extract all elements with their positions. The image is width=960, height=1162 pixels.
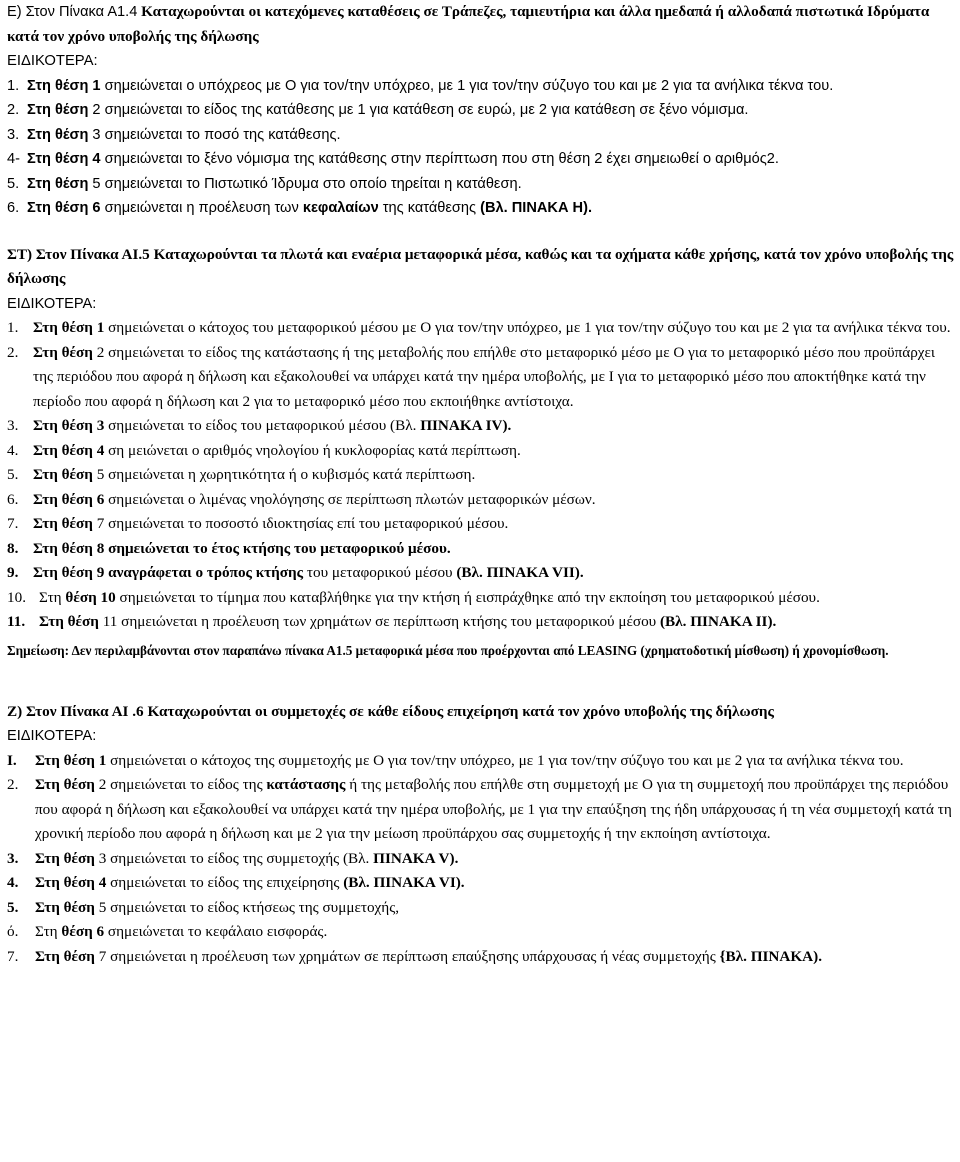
list-item [7, 537, 955, 562]
item-number: 9. [7, 564, 19, 581]
list-item [7, 74, 955, 99]
item-number: 7. [7, 947, 19, 965]
item-text: 5 σημειώνεται το είδος κτήσεως της συμμετοχής, [94, 898, 400, 916]
document-page [7, 0, 955, 969]
item-bold: Στη θέση 3 [33, 417, 105, 434]
item-text: 3 σημειώνεται το ποσό της κατάθεσης. [88, 126, 341, 143]
item-text: ή της μεταβολής που επήλθε στη συμμετοχή με Ο για τη συμμετοχή που προϋπάρχει της περιόδου που αφορά η δήλωση και εξακολουθεί να υπάρχει κατά την ημέρα υποβολής, με 1 για την επαύξηση της ήδη υπάρχουσας ή τη νέα συμμετοχή κατά τη χρονική περίοδο που αφορά η δήλωση και με 2 για την μείωση προϋπάρχου σας συμμετοχής ή την εκποίηση αντίστοιχα. [35, 776, 952, 842]
item-bold: (Βλ. ΠΙΝΑΚΑ Η). [480, 200, 593, 216]
section-z-heading [7, 700, 955, 725]
item-number: 10. [7, 588, 26, 606]
item-body [33, 316, 955, 341]
item-body [33, 537, 955, 562]
list-item [7, 773, 955, 847]
item-bold: Στη θέση [35, 947, 95, 965]
item-body [27, 123, 955, 148]
item-body [33, 561, 955, 586]
list-item [7, 920, 955, 945]
section-st-list [7, 316, 955, 635]
list-item [7, 414, 955, 439]
item-number: 1. [7, 77, 20, 94]
item-body [35, 773, 955, 847]
item-bold: κεφαλαίων [302, 200, 379, 216]
item-bold: (Βλ. ΠΙΝΑΚΑ VII). [456, 564, 584, 581]
item-number: 5. [7, 898, 19, 916]
item-bold: Στη θέση 9 αναγράφεται ο τρόπος κτήσης [33, 564, 304, 581]
item-body [33, 463, 955, 488]
item-body [39, 586, 955, 611]
item-bold: Στη θέση [27, 175, 89, 192]
list-item [7, 586, 955, 611]
item-number: 4. [7, 874, 19, 891]
item-bold: Στη θέση 1 [35, 751, 107, 769]
item-bold: ΠΙΝΑΚΑ IV). [420, 417, 512, 434]
item-number: 2. [7, 776, 19, 793]
item-text: 7 σημειώνεται η προέλευση των χρημάτων σε περίπτωση επαύξησης υπάρχουσας ή νέας συμμετοχής [94, 947, 720, 965]
list-item [7, 896, 955, 921]
item-text: σημειώνεται το είδος της επιχείρησης [106, 874, 344, 891]
list-item [7, 847, 955, 872]
section-e-heading-label: Ε) Στον Πίνακα Α1.4 [7, 4, 138, 20]
list-item [7, 463, 955, 488]
item-text: Στη [35, 923, 62, 940]
list-item [7, 610, 955, 635]
item-bold: Στη θέση [33, 515, 93, 532]
item-number: 6. [7, 200, 20, 216]
section-e-specific-label: ΕΙΔΙΚΟΤΕΡΑ: [7, 53, 98, 69]
item-text: ση μειώνεται ο αριθμός νηολογίου ή κυκλοφορίας κατά περίπτωση. [104, 441, 521, 459]
item-bold: Στη θέση 4 [33, 441, 105, 459]
item-text: 3 σημειώνεται το είδος της συμμετοχής (Βλ. [94, 849, 374, 867]
item-bold: Στη θέση 4 [27, 151, 101, 167]
item-number: 4- [7, 151, 20, 167]
section-e [7, 0, 955, 221]
list-item [7, 488, 955, 513]
list-item [7, 439, 955, 464]
item-bold: ΠΙΝΑΚΑ V). [373, 849, 459, 867]
list-item [7, 98, 955, 123]
list-item [7, 147, 955, 172]
item-bold: θέση 6 [61, 923, 105, 940]
item-bold: Στη θέση [33, 343, 93, 361]
item-body [27, 98, 955, 123]
section-e-heading [7, 0, 955, 49]
item-text: της κατάθεσης [378, 200, 481, 216]
list-item [7, 512, 955, 537]
item-body [33, 439, 955, 464]
item-text: 7 σημειώνεται το ποσοστό ιδιοκτησίας επί του μεταφορικού μέσου. [92, 515, 509, 532]
item-text: σημειώνεται το ξένο νόμισμα της κατάθεσης στην περίπτωση που στη θέση 2 έχει σημειωθεί ο αριθμός2. [100, 151, 779, 167]
item-bold: Στη θέση [27, 126, 89, 143]
section-st-note: Σημείωση: Δεν περιλαμβάνονται στον παραπάνω πίνακα Α1.5 μεταφορικά μέσα που προέρχονται από LEASING (χρηματοδοτική μίσθωση) ή χρονομίσθωση. [7, 642, 889, 658]
item-number: 1. [7, 319, 19, 336]
item-bold: Στη θέση [33, 466, 93, 483]
section-e-list [7, 74, 955, 221]
list-item [7, 316, 955, 341]
section-z-heading-text: Καταχωρούνται οι συμμετοχές σε κάθε είδους επιχείρηση κατά τον χρόνο υποβολής της δήλωσης [143, 702, 774, 720]
item-text: σημειώνεται ο κάτοχος του μεταφορικού μέσου με Ο για τον/την υπόχρεο, με 1 για τον/την σύζυγο του και με 2 για τα ανήλικα τέκνα του. [104, 319, 951, 336]
item-text: Στη [39, 588, 66, 606]
item-bold: θέση 10 [65, 588, 116, 606]
item-text: σημειώνεται ο λιμένας νηολόγησης σε περίπτωση πλωτών μεταφορικών μέσων. [104, 490, 596, 508]
item-number: 5. [7, 466, 19, 483]
section-z-list [7, 749, 955, 970]
item-text: σημειώνεται το είδος του μεταφορικού μέσου (Βλ. [104, 417, 421, 434]
item-body [27, 196, 955, 221]
item-number: ό. [7, 923, 19, 940]
item-body [35, 871, 955, 896]
section-st-heading-label: ΣΤ) Στον Πίνακα ΑΙ.5 [7, 245, 150, 263]
item-number: 2. [7, 343, 19, 361]
item-text: σημειώνεται ο υπόχρεος με Ο για τον/την υπόχρεο, με 1 για τον/την σύζυγο του και με 2 για τα ανήλικα τέκνα του. [100, 77, 834, 94]
item-body [33, 512, 955, 537]
item-text: σημειώνεται το τίμημα που καταβλήθηκε για την κτήση ή εισπράχθηκε από την εκποίηση του μεταφορικού μέσου. [115, 588, 820, 606]
item-body [35, 896, 955, 921]
item-body [27, 74, 955, 99]
item-number: 6. [7, 490, 19, 508]
item-bold: (Βλ. ΠΙΝΑΚΑ VI). [343, 874, 465, 891]
item-number: 11. [7, 613, 26, 630]
item-bold: Στη θέση 6 [33, 490, 105, 508]
section-st-heading-text: Καταχωρούνται τα πλωτά και εναέρια μεταφορικά μέσα, καθώς και τα οχήματα κάθε χρήσης, κατά τον χρόνο υποβολής της δήλωσης [7, 245, 954, 287]
list-item [7, 172, 955, 197]
section-st-heading [7, 243, 955, 292]
section-st-specific-label: ΕΙΔΙΚΟΤΕΡΑ: [7, 295, 97, 312]
item-text: 2 σημειώνεται το είδος της κατάθεσης με 1 για κατάθεση σε ευρώ, με 2 για κατάθεση σε ξένο νόμισμα. [88, 102, 749, 118]
item-text: 11 σημειώνεται η προέλευση των χρημάτων σε περίπτωση κτήσης του μεταφορικού μέσου [98, 613, 660, 630]
item-text: σημειώνεται ο κάτοχος της συμμετοχής με Ο για τον/την υπόχρεο, με 1 για τον/την σύζυγο του και με 2 για τα ανήλικα τέκνα του. [106, 751, 904, 769]
list-item [7, 341, 955, 415]
item-text: 5 σημειώνεται το Πιστωτικό Ίδρυμα στο οποίο τηρείται η κατάθεση. [88, 175, 522, 192]
list-item [7, 196, 955, 221]
item-text: του μεταφορικού μέσου [303, 564, 457, 581]
item-bold: Στη θέση 6 [27, 200, 101, 216]
item-body [33, 341, 955, 415]
item-bold: Στη θέση [27, 102, 89, 118]
list-item [7, 749, 955, 774]
item-number: 3. [7, 417, 19, 434]
item-number: 7. [7, 515, 19, 532]
item-bold: Στη θέση 4 [35, 874, 107, 891]
item-bold: Στη θέση 1 [33, 319, 105, 336]
item-bold: {Βλ. ΠΙΝΑΚΑ). [719, 947, 822, 965]
item-text: 5 σημειώνεται η χωρητικότητα ή ο κυβισμός κατά περίπτωση. [92, 466, 476, 483]
item-body [39, 610, 955, 635]
item-text: 2 σημειώνεται το είδος της [94, 776, 267, 793]
item-number: 3. [7, 126, 20, 143]
item-text: σημειώνεται η προέλευση των [100, 200, 303, 216]
item-body [35, 945, 955, 970]
item-body [33, 488, 955, 513]
section-z-heading-label: Ζ) Στον Πίνακα ΑΙ .6 [7, 702, 144, 720]
item-bold: Στη θέση 8 σημειώνεται το έτος κτήσης του μεταφορικού μέσου. [33, 539, 451, 557]
item-bold: Στη θέση [35, 898, 95, 916]
item-number: 2. [7, 102, 20, 118]
list-item [7, 561, 955, 586]
list-item [7, 871, 955, 896]
item-body [35, 847, 955, 872]
item-body [27, 147, 955, 172]
section-z-specific-label: ΕΙΔΙΚΟΤΕΡΑ: [7, 728, 97, 744]
item-body [35, 749, 955, 774]
item-body [33, 414, 955, 439]
item-bold: Στη θέση [39, 613, 99, 630]
item-text: 2 σημειώνεται το είδος της κατάστασης ή της μεταβολής που επήλθε στο μεταφορικό μέσο με Ο για το μεταφορικό μέσο που προϋπάρχει της περιόδου που αφορά η δήλωση και εξακολουθεί να υπάρχει κατά την ημέρα υποβολής, με Ι για το μεταφορικό μέσο που αποκτήθηκε κατά την περίοδο που αφορά η δήλωση και 2 για το μεταφορικό μέσο που εκποιήθηκε αντίστοιχα. [33, 343, 935, 410]
item-body [35, 920, 955, 945]
section-z [7, 700, 955, 970]
item-number: 8. [7, 539, 19, 557]
item-bold: Στη θέση 1 [27, 77, 101, 94]
item-bold: κατάστασης [266, 776, 346, 793]
item-bold: Στη θέση [35, 776, 95, 793]
item-bold: Στη θέση [35, 849, 95, 867]
item-bold: (Βλ. ΠΙΝΑΚΑ ΙΙ). [659, 613, 777, 630]
item-body [27, 172, 955, 197]
item-number: 5. [7, 175, 20, 192]
list-item [7, 945, 955, 970]
item-text: σημειώνεται το κεφάλαιο εισφοράς. [104, 923, 328, 940]
item-number: 4. [7, 441, 19, 459]
section-e-heading-text: Καταχωρούνται οι κατεχόμενες καταθέσεις σε Τράπεζες, ταμιευτήρια και άλλα ημεδαπά ή αλλοδαπά πιστωτικά Ιδρύματα κατά τον χρόνο υποβολής της δήλωσης [7, 3, 930, 45]
item-number: 3. [7, 849, 19, 867]
section-st [7, 243, 955, 660]
item-number: Ι. [7, 751, 17, 769]
list-item [7, 123, 955, 148]
